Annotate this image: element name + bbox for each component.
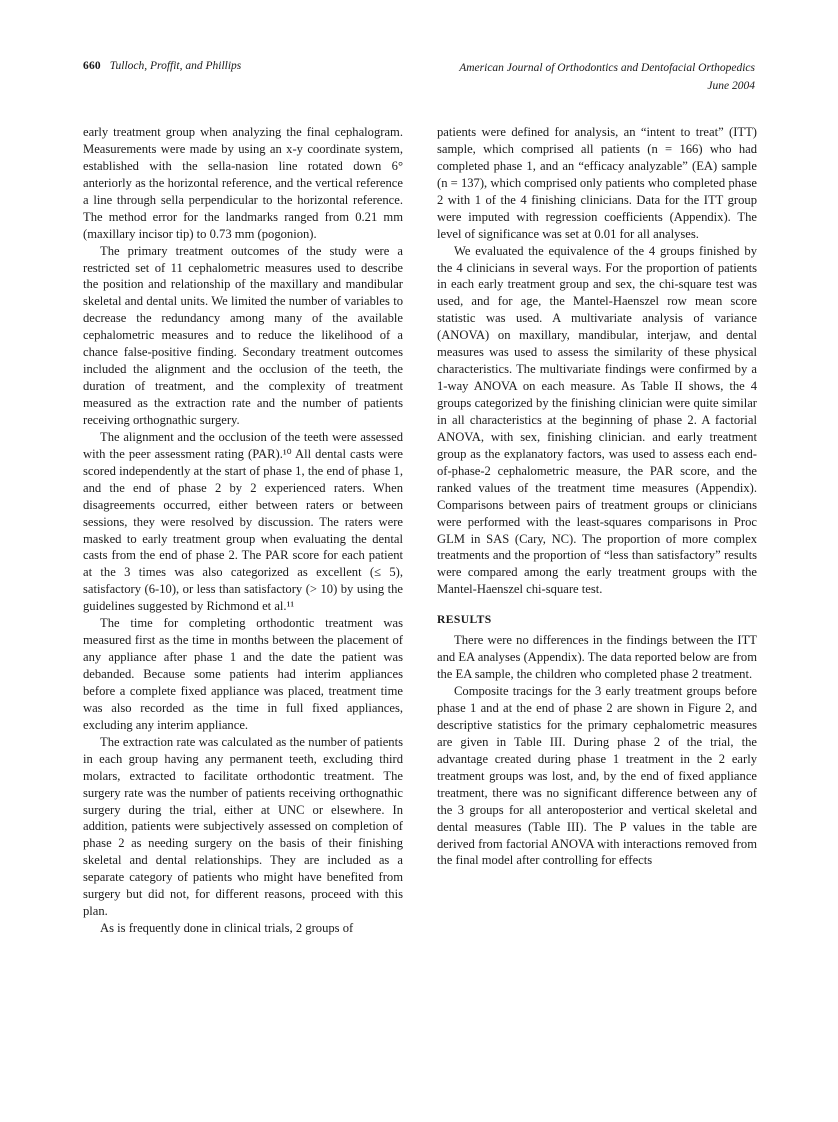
paragraph: Composite tracings for the 3 early treatment groups before phase 1 and at the end of phase 2 are shown in Figure 2, and descriptive statistics for the primary cephalometric measures are given in Table III. During phase 2 of the trial, the advantage created during phase 1 treatment in the 2 early treatment groups was lost, and, by the end of fixed appliance treatment, there was no significant difference between any of the 3 groups for all anteroposterior and vertical skeletal and dental measures (Table III). The P values in the table are derived from factorial ANOVA with interactions removed from the final model after controlling for effects [437,684,757,868]
page-number: 660 [83,60,101,72]
paragraph: The time for completing orthodontic treatment was measured first as the time in months between the placement of any appliance after phase 1 and the date the patient was debanded. Because some patients had interim appliances before a complete fixed appliance was placed, treatment time was also recorded as the time in full fixed appliances, excluding any interim appliance. [83,616,403,732]
left-column [83,124,403,1082]
running-head-right [459,60,755,96]
author-list: Tulloch, Proffit, and Phillips [109,60,242,72]
journal-title: American Journal of Orthodontics and Dentofacial Orthopedics [459,62,755,74]
section-heading-results: RESULTS [437,613,492,627]
paragraph: The alignment and the occlusion of the teeth were assessed with the peer assessment rating (PAR).¹⁰ All dental casts were scored independently at the start of phase 1, the end of phase 1, and the end of phase 2 by 2 experienced raters. When disagreements occurred, either between raters or between sessions, they were resolved by discussion. The raters were masked to early treatment group when evaluating the dental casts from the end of phase 2. The PAR score for each patient at the 3 times was also categorized as excellent (≤ 5), satisfactory (6-10), or less than satisfactory (> 10) by using the guidelines suggested by Richmond et al.¹¹ [83,429,403,614]
paragraph: As is frequently done in clinical trials, 2 groups of [100,921,354,936]
body-columns [83,124,755,1082]
right-column [437,124,757,1082]
page-header [83,60,755,106]
paragraph: The primary treatment outcomes of the study were a restricted set of 11 cephalometric measures used to describe the position and relationship of the maxillary and mandibular skeletal and dental units. We limited the number of variables to decrease the redundancy among many of the available cephalometric measures and to reduce the likelihood of a chance false-positive finding. Secondary treatment outcomes included the alignment and the occlusion of the teeth, the duration of treatment, and the complexity of treatment measured as the extraction rate and the number of patients receiving orthognathic surgery. [83,243,403,427]
paragraph: We evaluated the equivalence of the 4 groups finished by the 4 clinicians in several ways. For the proportion of patients in each early treatment group and sex, the chi-square test was used, and for age, the Mantel-Haenszel row mean score statistic was used. A multivariate analysis of variance (ANOVA) on maxillary, mandibular, interjaw, and dental measures was used to assess the similarity of these physical characteristics. The multivariate findings were confirmed by a 1-way ANOVA on each measure. As Table II shows, the 4 groups categorized by the finishing clinician were quite similar in all characteristics at the beginning of phase 2. A factorial ANOVA, with sex, finishing clinician. and early treatment group as the explanatory factors, was used to assess each end-of-phase-2 cephalometric measure, the PAR score, and the ranked values of the treatment time measures (Appendix). Comparisons between pairs of treatment groups or clinicians were performed with the least-squares comparisons in Proc GLM in SAS (Cary, NC). The proportion of more complex treatments and the proportion of “less than satisfactory” results were compared among the early treatment groups with the Mantel-Haenszel chi-square test. [437,243,757,597]
issue-date: June 2004 [707,79,755,92]
paragraph: The extraction rate was calculated as the number of patients in each group having any permanent teeth, excluding third molars, extracted to facilitate orthodontic treatment. The surgery rate was the number of patients receiving orthognathic surgery during the trial, either at UNC or elsewhere. In addition, patients were subjectively assessed on completion of phase 2 as needing surgery on the basis of their finishing skeletal and dental relationships. They are included as a separate category of patients who might have benefited from surgery but did not, for different reasons, proceed with this plan. [83,734,403,919]
paragraph: early treatment group when analyzing the final cephalogram. Measurements were made by using an x-y coordinate system, established with the sella-nasion line rotated down 6° anteriorly as the horizontal reference, and the vertical reference a line through sella perpendicular to the horizontal reference. The method error for the landmarks ranged from 0.21 mm (maxillary incisor tip) to 0.73 mm (pogonion). [83,125,403,241]
paragraph: There were no differences in the findings between the ITT and EA analyses (Appendix). The data reported below are from the EA sample, the children who completed phase 2 treatment. [437,633,757,682]
running-head-left [83,60,241,72]
paragraph: patients were defined for analysis, an “intent to treat” (ITT) sample, which comprised all patients (n = 166) who had completed phase 1, and an “efficacy analyzable” (EA) sample (n = 137), which comprised only patients who completed phase 2 with 1 of the 4 finishing clinicians. Data for the ITT group were imputed with regression coefficients (Appendix). The level of significance was set at 0.01 for all analyses. [437,125,757,241]
